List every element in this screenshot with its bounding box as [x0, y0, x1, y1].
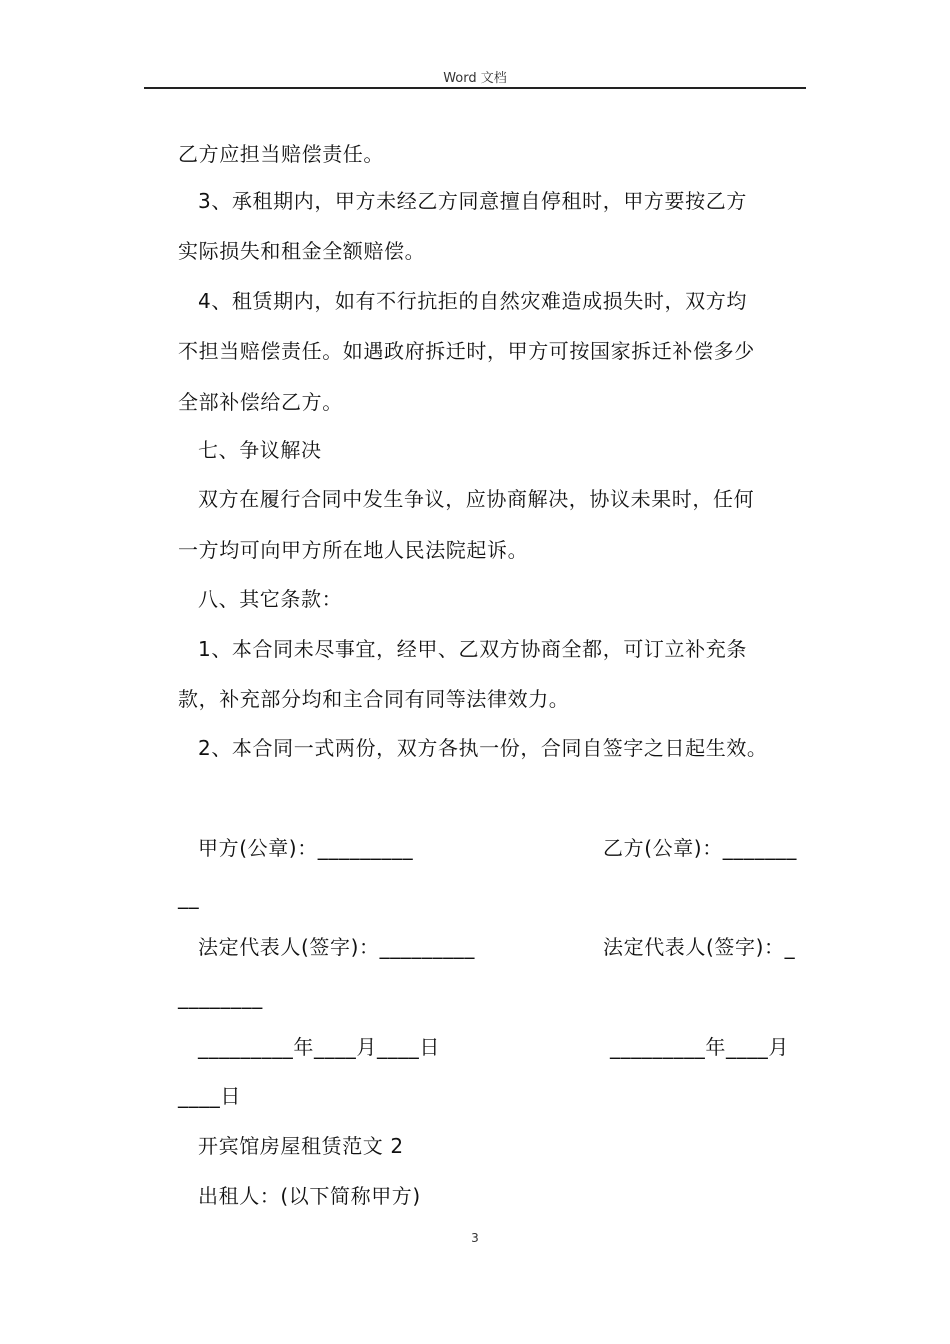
- lessor-line: 出租人：(以下简称甲方): [198, 1184, 421, 1208]
- party-a-representative-field: 法定代表人(签字)：_________: [198, 935, 476, 959]
- header-divider: [144, 87, 806, 89]
- paragraph-line: 4、租赁期内，如有不行抗拒的自然灾难造成损失时，双方均: [198, 289, 747, 313]
- paragraph-line: 乙方应担当赔偿责任。: [178, 142, 384, 166]
- party-b-representative-field: 法定代表人(签字)：_: [603, 935, 796, 959]
- party-a-seal-field: 甲方(公章)：_________: [198, 836, 414, 860]
- party-a-date-field: _________年____月____日: [198, 1035, 440, 1059]
- paragraph-line: 2、本合同一式两份，双方各执一份，合同自签字之日起生效。: [198, 736, 768, 760]
- paragraph-line: 全部补偿给乙方。: [178, 390, 343, 414]
- section-heading: 七、争议解决: [198, 438, 322, 462]
- party-b-seal-field: 乙方(公章)：_______: [603, 836, 798, 860]
- page-header: Word 文档: [443, 71, 507, 86]
- paragraph-line: 不担当赔偿责任。如遇政府拆迁时，甲方可按国家拆迁补偿多少: [178, 339, 755, 363]
- paragraph-line: 双方在履行合同中发生争议，应协商解决，协议未果时，任何: [198, 487, 755, 511]
- paragraph-line: 1、本合同未尽事宜，经甲、乙双方协商全都，可订立补充条: [198, 637, 747, 661]
- party-b-date-field: _________年____月: [610, 1035, 789, 1059]
- page-number: 3: [471, 1231, 479, 1245]
- paragraph-line: 3、承租期内，甲方未经乙方同意擅自停租时，甲方要按乙方: [198, 189, 747, 213]
- document-subtitle: 开宾馆房屋租赁范文 2: [198, 1134, 404, 1158]
- section-heading: 八、其它条款：: [198, 587, 343, 611]
- party-b-representative-field-continued: ________: [178, 985, 263, 1009]
- party-b-seal-field-continued: __: [178, 885, 200, 909]
- paragraph-line: 一方均可向甲方所在地人民法院起诉。: [178, 538, 529, 562]
- paragraph-line: 实际损失和租金全额赔偿。: [178, 239, 426, 263]
- paragraph-line: 款，补充部分均和主合同有同等法律效力。: [178, 687, 570, 711]
- party-b-date-field-continued: ____日: [178, 1084, 241, 1108]
